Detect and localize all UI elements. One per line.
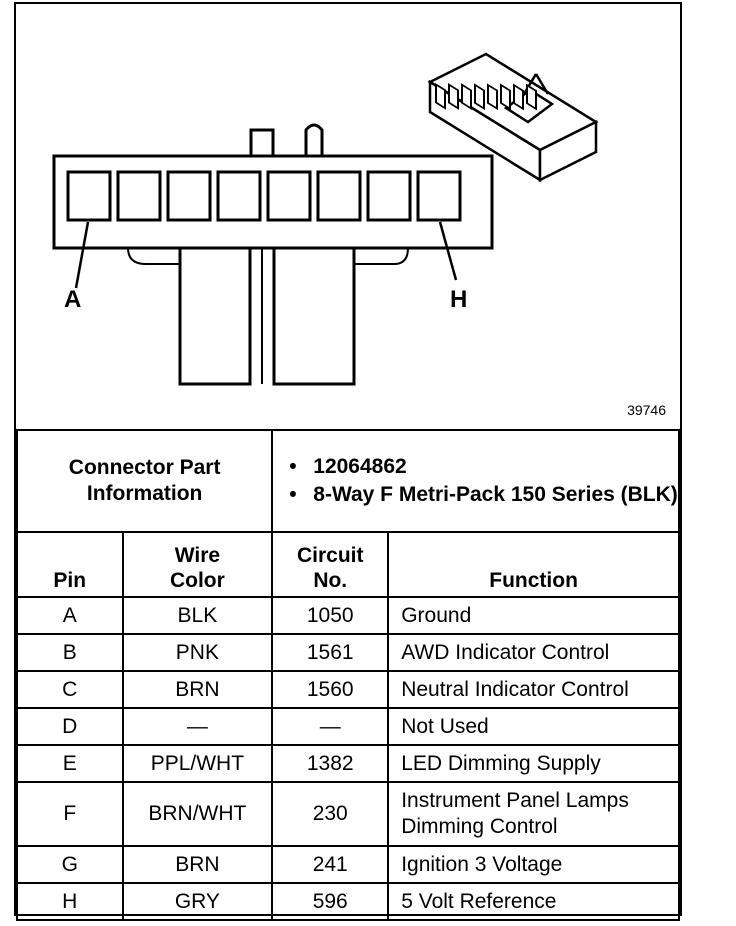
table-row bbox=[17, 782, 679, 846]
wire-color-cell: PNK bbox=[123, 634, 273, 671]
circuit-cell: 1050 bbox=[272, 597, 388, 634]
table-header-row bbox=[17, 532, 679, 597]
col-header-wire-color: Wire Color bbox=[123, 532, 273, 597]
circuit-cell: 596 bbox=[272, 883, 388, 920]
wire-color-cell: BLK bbox=[123, 597, 273, 634]
table-row bbox=[17, 671, 679, 708]
circuit-cell: — bbox=[272, 708, 388, 745]
col-header-pin: Pin bbox=[17, 532, 123, 597]
diagram-frame bbox=[14, 2, 682, 916]
wire-color-cell: BRN/WHT bbox=[123, 782, 273, 846]
table-row bbox=[17, 708, 679, 745]
pin-cell: D bbox=[17, 708, 123, 745]
function-cell: Ignition 3 Voltage bbox=[388, 846, 679, 883]
bullet-2: • bbox=[289, 483, 297, 506]
table-row bbox=[17, 597, 679, 634]
table-row bbox=[17, 745, 679, 782]
pin-cell: E bbox=[17, 745, 123, 782]
part-number: • 12064862 bbox=[313, 453, 678, 481]
circuit-cell: 241 bbox=[272, 846, 388, 883]
connector-drawing bbox=[16, 4, 680, 429]
pin-cell: F bbox=[17, 782, 123, 846]
circuit-cell: 1560 bbox=[272, 671, 388, 708]
connector-info-heading: Connector Part Information bbox=[17, 430, 272, 532]
function-cell: 5 Volt Reference bbox=[388, 883, 679, 920]
pin-label-a: A bbox=[64, 286, 82, 313]
wire-color-cell: BRN bbox=[123, 671, 273, 708]
bullet-1: • bbox=[289, 455, 297, 478]
circuit-cell: 1561 bbox=[272, 634, 388, 671]
table-row bbox=[17, 883, 679, 920]
connector-info-details bbox=[272, 430, 679, 532]
circuit-cell: 230 bbox=[272, 782, 388, 846]
wire-color-cell: PPL/WHT bbox=[123, 745, 273, 782]
function-cell: AWD Indicator Control bbox=[388, 634, 679, 671]
function-cell: Ground bbox=[388, 597, 679, 634]
col-header-function: Function bbox=[388, 532, 679, 597]
pin-cell: B bbox=[17, 634, 123, 671]
table-row bbox=[17, 846, 679, 883]
wire-color-cell: GRY bbox=[123, 883, 273, 920]
function-cell: Not Used bbox=[388, 708, 679, 745]
wire-color-cell: BRN bbox=[123, 846, 273, 883]
col-header-circuit-no: Circuit No. bbox=[272, 532, 388, 597]
figure-number: 39746 bbox=[627, 402, 666, 418]
pin-cell: H bbox=[17, 883, 123, 920]
pin-cell: A bbox=[17, 597, 123, 634]
table-row bbox=[17, 634, 679, 671]
wire-color-cell: — bbox=[123, 708, 273, 745]
circuit-cell: 1382 bbox=[272, 745, 388, 782]
connector-info-row bbox=[17, 430, 679, 532]
connector-face bbox=[54, 125, 492, 384]
function-cell: LED Dimming Supply bbox=[388, 745, 679, 782]
function-cell: Instrument Panel Lamps Dimming Control bbox=[388, 782, 679, 846]
pin-label-h: H bbox=[450, 286, 468, 313]
connector-description: • 8-Way F Metri-Pack 150 Series (BLK) bbox=[313, 481, 678, 509]
pin-cell: G bbox=[17, 846, 123, 883]
function-cell: Neutral Indicator Control bbox=[388, 671, 679, 708]
pin-cell: C bbox=[17, 671, 123, 708]
connector-table bbox=[16, 429, 680, 921]
